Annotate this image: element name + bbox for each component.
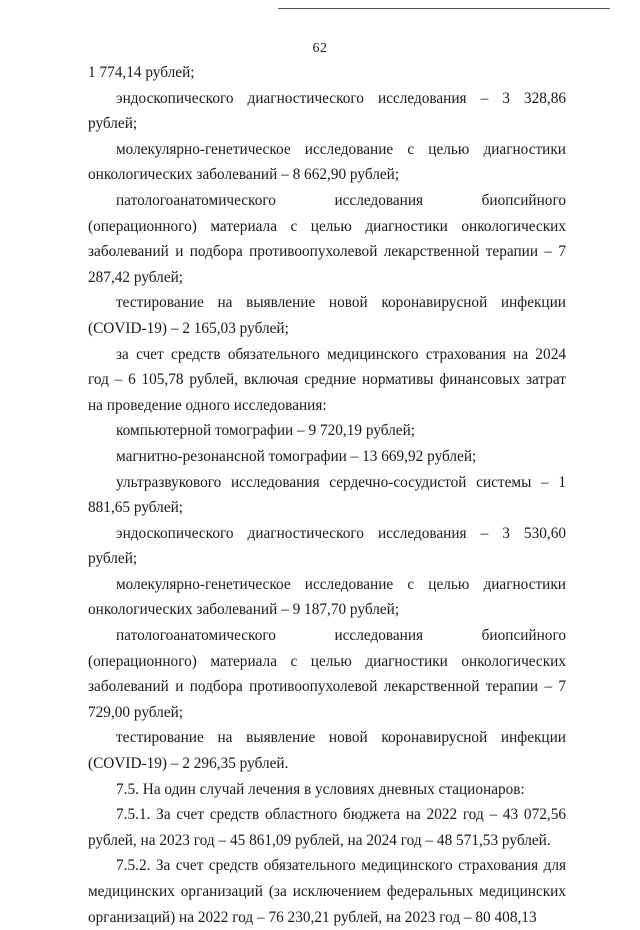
paragraph: компьютерной томографии – 9 720,19 рублей; bbox=[116, 422, 416, 440]
paragraph: эндоскопического диагностического исследования – 3 530,60 рублей; bbox=[88, 524, 566, 568]
document-body bbox=[88, 60, 566, 930]
paragraph: патологоанатомического исследования биопсийного (операционного) материала с целью диагностики онкологических заболеваний и подбора противоопухолевой лекарственной терапии – 7 729,00 рублей; bbox=[88, 627, 566, 721]
paragraph: молекулярно-генетическое исследование с целью диагностики онкологических заболеваний – 9 187,70 рублей; bbox=[88, 575, 566, 619]
page-number: 62 bbox=[312, 41, 328, 56]
paragraph: тестирование на выявление новой коронавирусной инфекции (COVID-19) – 2 296,35 рублей. bbox=[88, 729, 566, 773]
paragraph: магнитно-резонансной томографии – 13 669,92 рублей; bbox=[116, 447, 477, 465]
paragraph: молекулярно-генетическое исследование с целью диагностики онкологических заболеваний – 8 662,90 рублей; bbox=[88, 140, 566, 184]
paragraph: патологоанатомического исследования биопсийного (операционного) материала с целью диагностики онкологических заболеваний и подбора противоопухолевой лекарственной терапии – 7 287,42 рублей; bbox=[88, 191, 566, 286]
paragraph: эндоскопического диагностического исследования – 3 328,86 рублей; bbox=[88, 89, 566, 133]
paragraph: ультразвукового исследования сердечно-сосудистой системы – 1 881,65 рублей; bbox=[88, 473, 566, 517]
section-heading-7-5: 7.5. На один случай лечения в условиях дневных стационаров: bbox=[116, 780, 525, 798]
paragraph-7-5-1: 7.5.1. За счет средств областного бюджета на 2022 год – 43 072,56 рублей, на 2023 год – 45 861,09 рублей, на 2024 год – 48 571,53 рублей. bbox=[88, 806, 566, 849]
paragraph: тестирование на выявление новой коронавирусной инфекции (COVID-19) – 2 165,03 рублей; bbox=[88, 294, 566, 337]
paragraph: за счет средств обязательного медицинского страхования на 2024 год – 6 105,78 рублей, включая средние нормативы финансовых затрат на проведение одного исследования: bbox=[88, 345, 566, 414]
top-rule bbox=[278, 8, 610, 9]
paragraph-7-5-2: 7.5.2. За счет средств обязательного медицинского страхования для медицинских организаций (за исключением федеральных медицинских организаций) на 2022 год – 76 230,21 рублей, на 2023 год – 80 408,13 bbox=[88, 857, 566, 926]
paragraph: 1 774,14 рублей; bbox=[88, 64, 195, 81]
